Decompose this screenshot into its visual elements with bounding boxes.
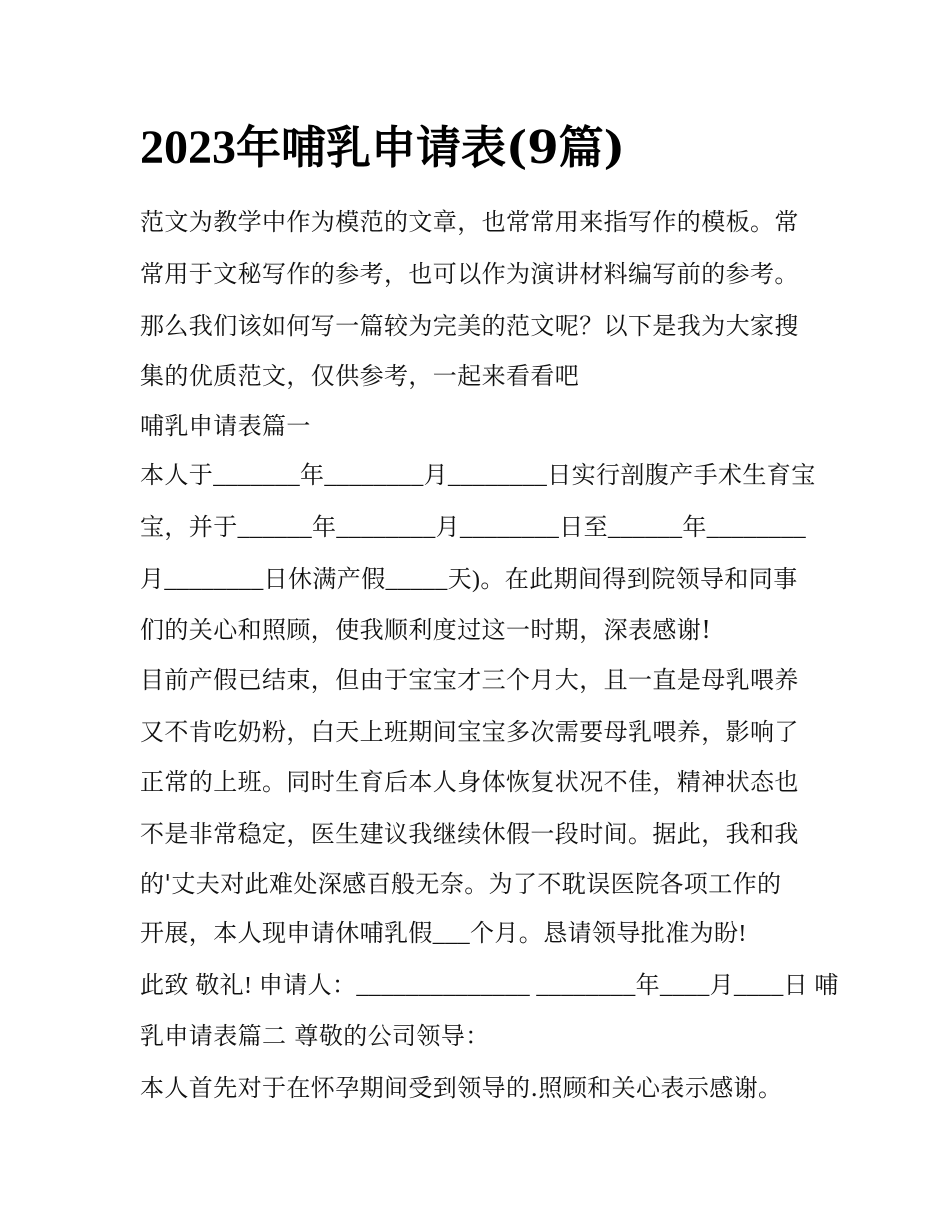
- body-line-form-1: 本人于_______年________月________日实行剖腹产手术生育宝: [140, 463, 816, 489]
- title-year: 2023: [140, 121, 236, 174]
- body-line-thanks: 们的关心和照顾，使我顺利度过这一时期，深表感谢!: [140, 616, 712, 644]
- body-line-reason-3: 正常的上班。同时生育后本人身体恢复状况不佳，精神状态也: [140, 768, 799, 796]
- body-line-intro-3: 那么我们该如何写一篇较为完美的范文呢？以下是我为大家搜: [140, 312, 799, 340]
- body-line-request: 开展，本人现申请休哺乳假___个月。恳请领导批准为盼!: [140, 921, 747, 947]
- section-heading-1: 哺乳申请表篇一: [140, 412, 311, 440]
- body-line-section2-1: 本人首先对于在怀孕期间受到领导的.照顾和关心表示感谢。: [140, 1074, 783, 1102]
- body-line-intro-2: 常用于文秘写作的参考，也可以作为演讲材料编写前的参考。: [140, 260, 799, 288]
- body-line-reason-4: 不是非常稳定，医生建议我继续休假一段时间。据此，我和我: [140, 820, 799, 848]
- body-line-signature: 此致 敬礼! 申请人：______________ ________年____月____日 哺: [140, 973, 839, 999]
- section-heading-2: 乳申请表篇二 尊敬的公司领导：: [140, 1022, 490, 1050]
- body-line-reason-1: 目前产假已结束，但由于宝宝才三个月大，且一直是母乳喂养: [140, 666, 799, 694]
- body-line-intro-1: 范文为教学中作为模范的文章，也常常用来指写作的模板。常: [140, 208, 799, 236]
- title-text: 年哺乳申请表(9篇): [236, 121, 625, 174]
- body-line-intro-4: 集的优质范文，仅供参考，一起来看看吧: [140, 362, 580, 390]
- body-line-form-2: 宝，并于______年________月________日至______年________: [140, 515, 806, 541]
- body-line-form-3: 月________日休满产假_____天)。在此期间得到院领导和同事: [140, 567, 798, 593]
- body-line-reason-2: 又不肯吃奶粉，白天上班期间宝宝多次需要母乳喂养，影响了: [140, 718, 799, 746]
- document-title: [140, 118, 625, 178]
- body-line-reason-5: 的'丈夫对此难处深感百般无奈。为了不耽误医院各项工作的: [140, 870, 782, 898]
